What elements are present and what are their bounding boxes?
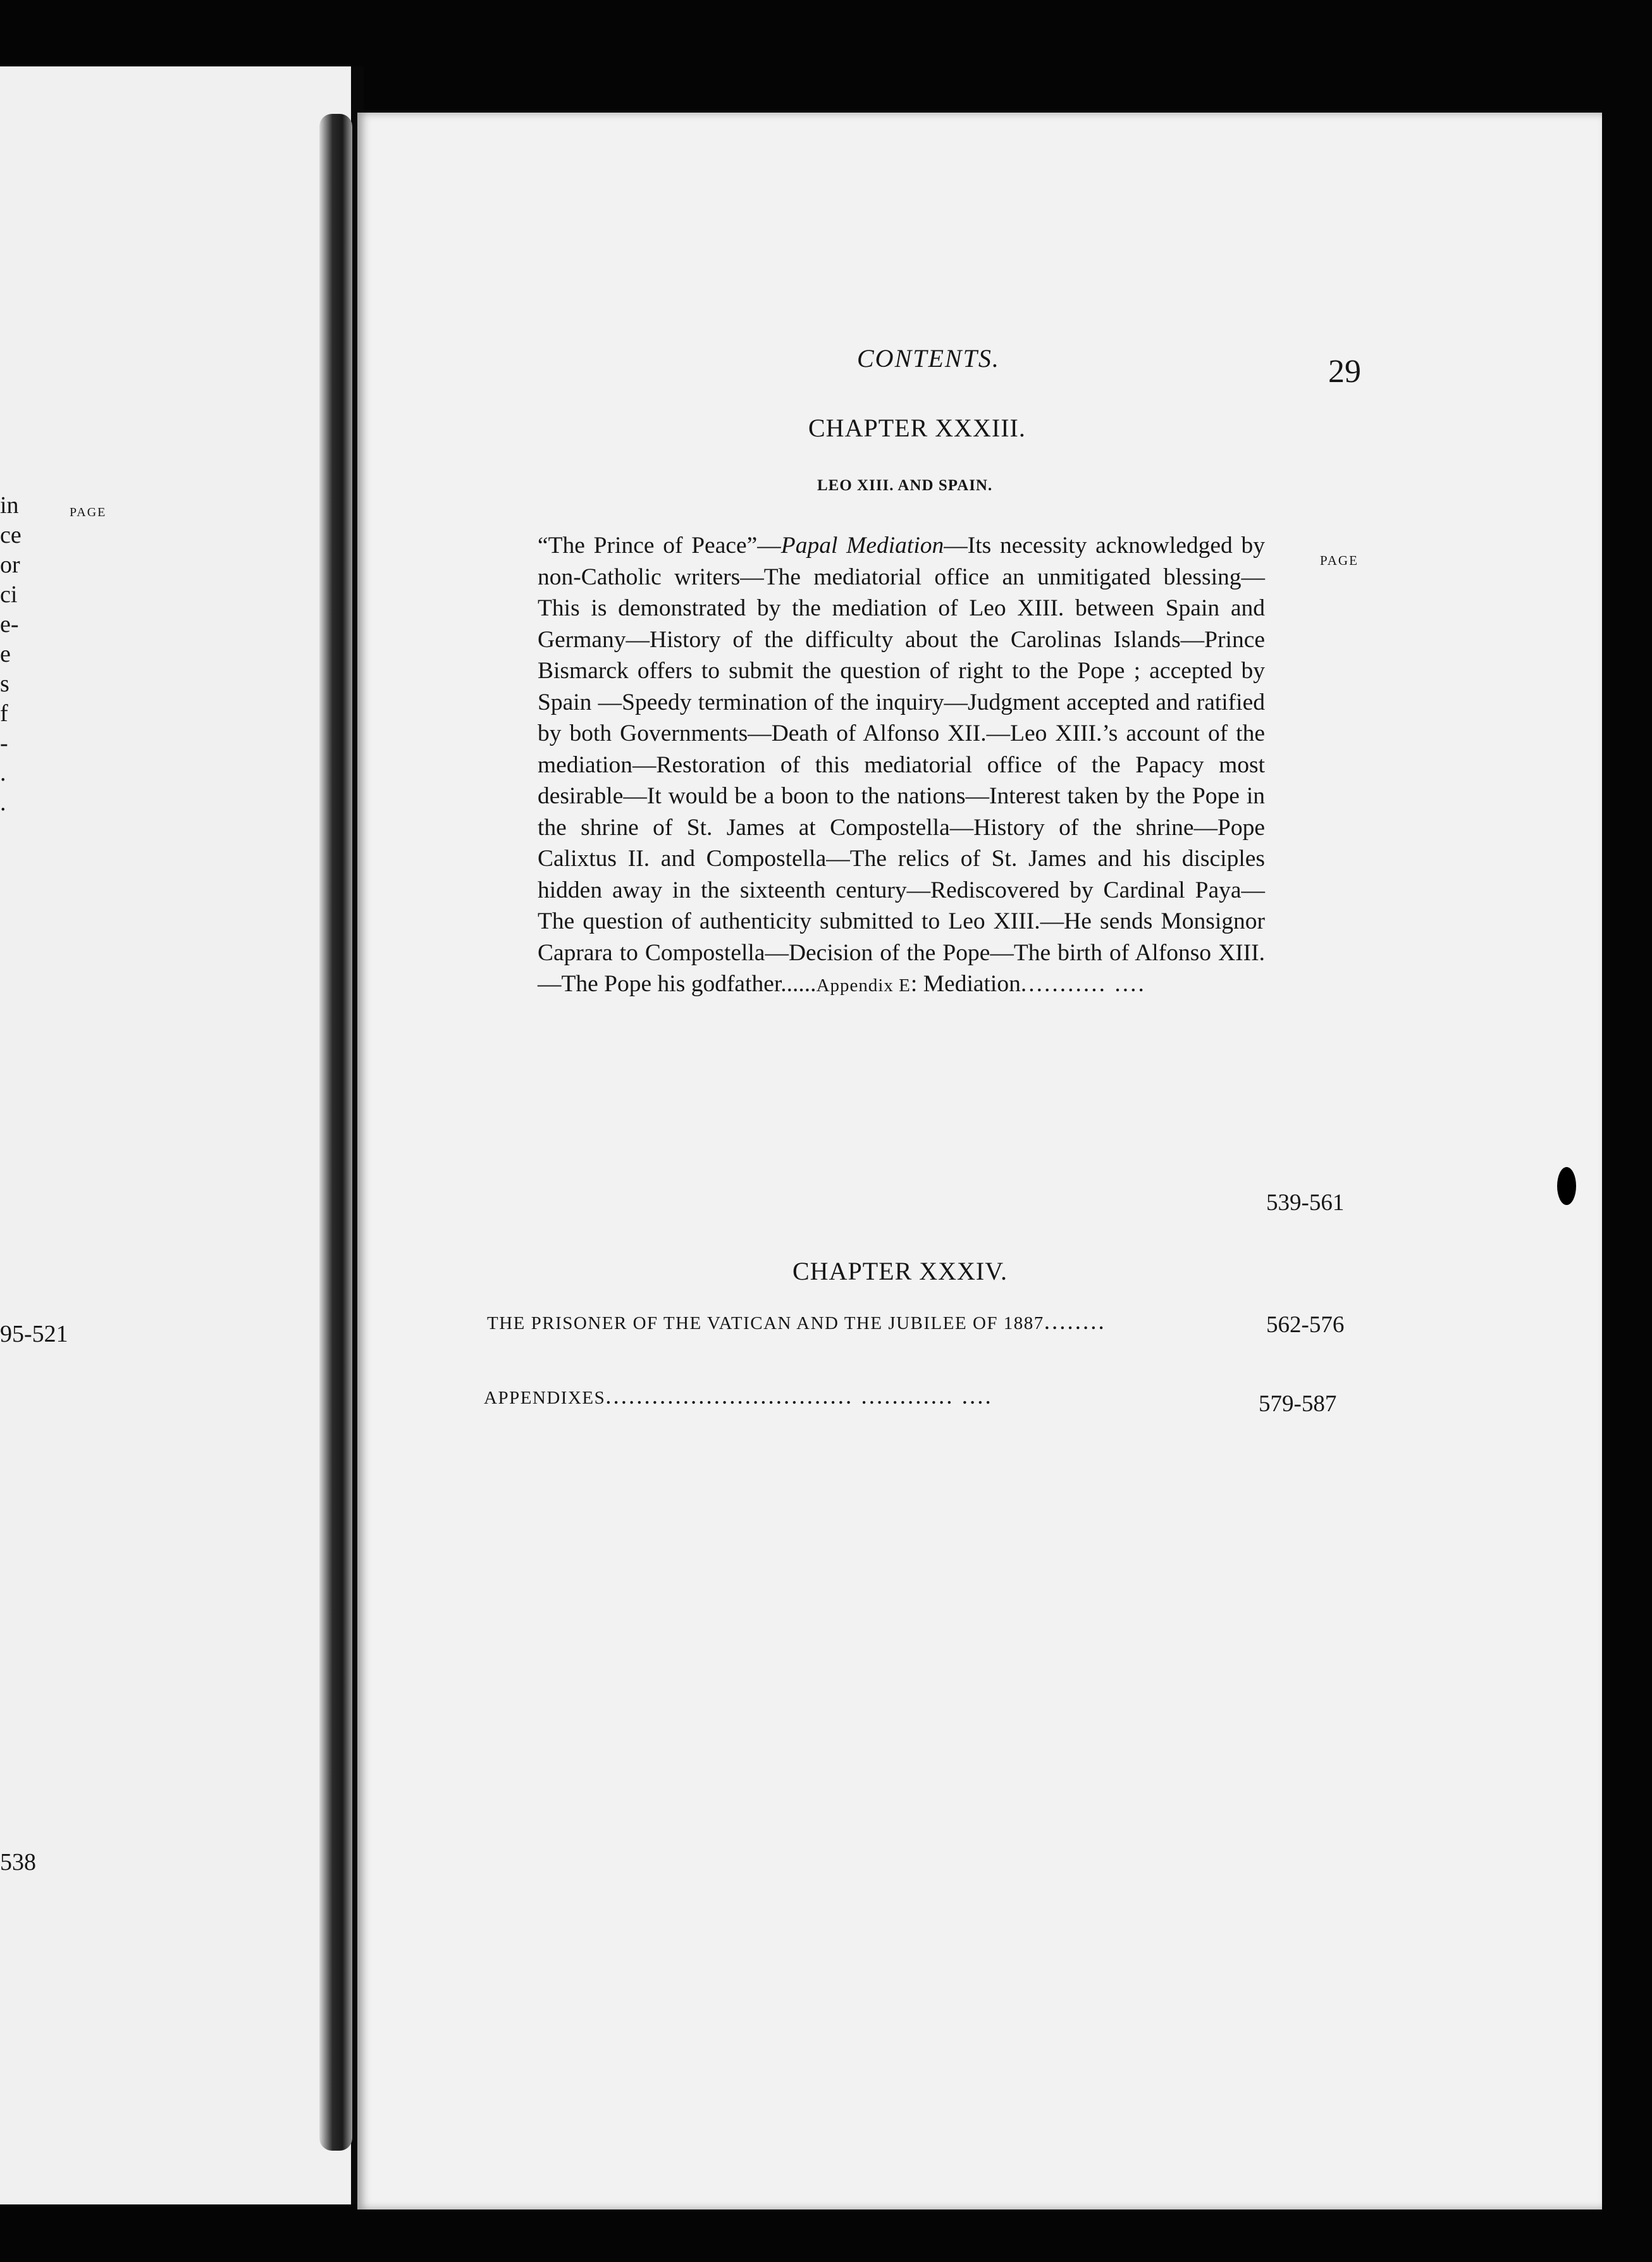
chapter-34-title: THE PRISONER OF THE VATICAN AND THE JUBILEE OF 1887 xyxy=(487,1313,1044,1333)
page-number: 29 xyxy=(1328,354,1361,390)
left-page xyxy=(0,66,351,2204)
appendixes-leader-dots: ................................ ............ .... xyxy=(605,1383,993,1409)
chapter-34-leader-dots: ........ xyxy=(1044,1309,1106,1335)
left-fragment: f xyxy=(0,700,8,727)
left-fragment: - xyxy=(0,730,8,757)
left-page-column-label: PAGE xyxy=(70,505,107,519)
chapter-34-heading: CHAPTER XXXIV. xyxy=(792,1257,1008,1285)
summary-appendix-ref: Appendix E xyxy=(816,975,911,996)
left-fragment: in xyxy=(0,492,19,519)
chapter-33-subheading: LEO XIII. AND SPAIN. xyxy=(817,477,993,494)
appendixes-label: APPENDIXES xyxy=(484,1388,606,1408)
summary-open: “The Prince of Peace”— xyxy=(538,533,781,559)
left-fragment: . xyxy=(0,760,6,786)
chapter-33-heading: CHAPTER XXXIII. xyxy=(808,414,1026,442)
summary-italic: Papal Mediation xyxy=(780,533,944,559)
page-column-label: PAGE xyxy=(1320,553,1359,568)
left-page-range: 95-521 xyxy=(0,1321,68,1347)
summary-leader-dots: ........... .... xyxy=(1020,971,1146,997)
left-page-number: 538 xyxy=(0,1849,36,1876)
chapter-33-pages: 539-561 xyxy=(1266,1190,1345,1216)
book-spine xyxy=(319,114,352,2151)
edge-mark xyxy=(1557,1167,1576,1205)
appendixes-entry xyxy=(484,1383,993,1410)
left-fragment: ci xyxy=(0,581,18,608)
left-fragment: . xyxy=(0,789,6,816)
left-fragment: e- xyxy=(0,611,19,638)
left-fragment: s xyxy=(0,671,9,697)
running-head: CONTENTS. xyxy=(857,344,1000,373)
left-fragment: ce xyxy=(0,522,22,548)
left-fragment: e xyxy=(0,641,11,667)
chapter-34-pages: 562-576 xyxy=(1266,1312,1345,1338)
summary-tail: : Mediation xyxy=(910,971,1021,997)
appendixes-pages: 579-587 xyxy=(1259,1391,1337,1417)
summary-body: —Its necessity acknowledged by non-Catholic writers—The mediatorial office an unmitigated blessing—This is demonstrated by the mediation of Leo XIII. between Spain and Germany—History of the difficulty about the Carolinas Islands—Prince Bismarck offers to submit the question of right to the Pope ; accepted by Spain —Speedy termination of the inquiry—Judgment accepted and ratified by both Governments—Death of Alfonso XII.—Leo XIII.’s account of the mediation—Restoration of this mediatorial office of the Papacy most desirable—It would be a boon to the nations—Interest taken by the Pope in the shrine of St. James at Compostella—History of the shrine—Pope Calixtus II. and Compostella—The relics of St. James and his disciples hidden away in the sixteenth century—Rediscovered by Cardinal Paya—The question of authenticity submitted to Leo XIII.—He sends Monsignor Caprara to Compostella—Decision of the Pope—The birth of Alfonso XIII.—The Pope his godfather...... xyxy=(538,533,1265,997)
right-page xyxy=(357,113,1602,2209)
chapter-34-entry xyxy=(487,1308,1106,1335)
left-fragment: or xyxy=(0,552,20,578)
chapter-33-summary xyxy=(538,530,1265,1002)
